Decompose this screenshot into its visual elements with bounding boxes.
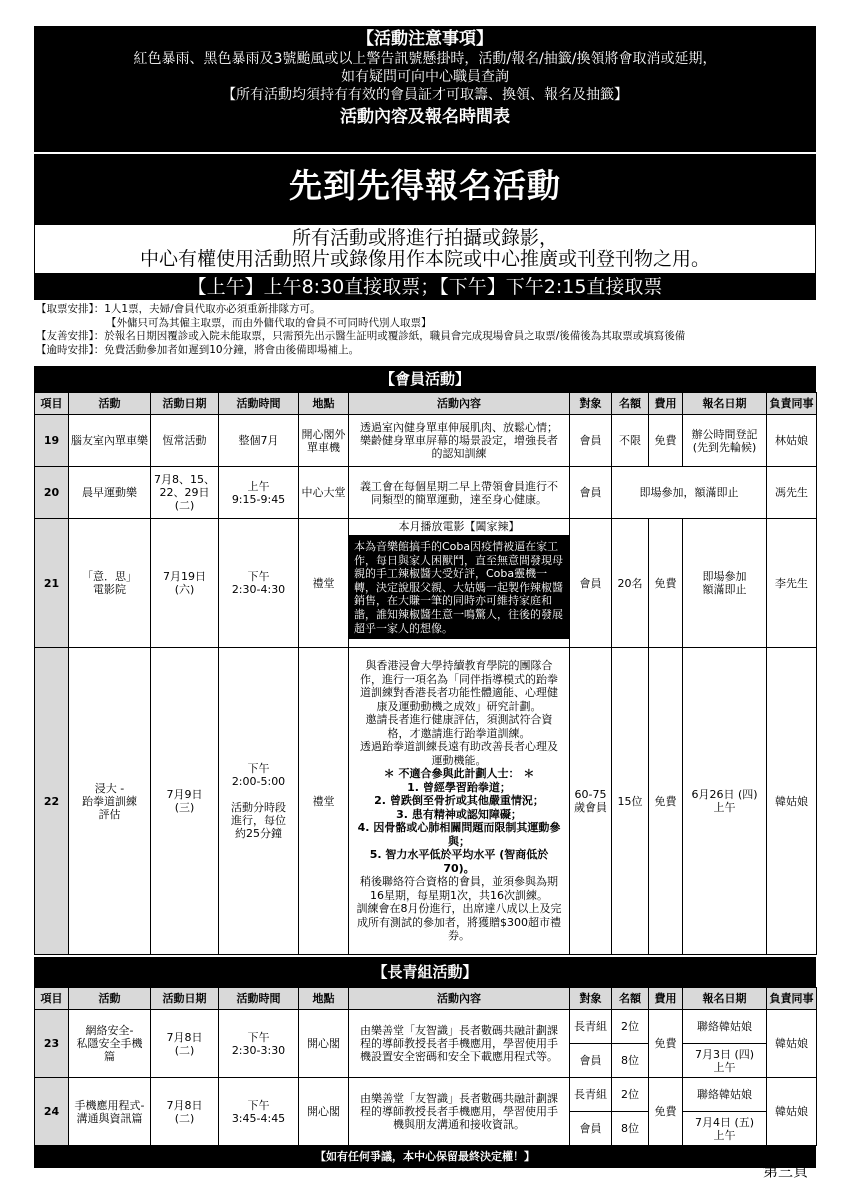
activity-date	[151, 1078, 219, 1146]
activity-reg-date	[683, 415, 767, 467]
activity-fee: 免費	[649, 519, 683, 648]
activity-content: 由樂善堂「友智識」長者數碼共融計劃課程的導師教授長者手機應用，學習使用手機與朋友溝通和接收資訊。	[349, 1078, 570, 1146]
col-quota: 名額	[612, 393, 649, 415]
col-activity: 活動	[69, 988, 151, 1010]
notice-line-1: 紅色暴雨、黑色暴雨及3號颱風或以上警告訊號懸掛時，活動/報名/抽籤/換領將會取消或延期，	[133, 51, 717, 67]
activity-content: 義工會在每個星期二早上帶領會員進行不同類型的簡單運動，達至身心健康。	[349, 467, 570, 519]
time-line: 進行，每位	[231, 814, 286, 827]
col-content: 活動內容	[349, 988, 570, 1010]
name-line: 評估	[98, 807, 121, 821]
section-elder: 【長青組活動】	[34, 957, 816, 987]
elder-activity-table	[34, 987, 817, 1146]
table-row	[35, 648, 817, 955]
table-row	[35, 415, 817, 467]
activity-date: 恆常活動	[151, 415, 219, 467]
date-line: 7月8日	[166, 1098, 203, 1112]
name-line: 電影院	[93, 583, 126, 596]
photo-notice-line-1: 所有活動或將進行拍攝或錄影，	[291, 227, 558, 249]
reg-line: 上午	[713, 1128, 736, 1142]
date-line: 7月19日	[163, 570, 206, 583]
activity-staff: 韓姑娘	[767, 648, 817, 955]
photo-notice-line-2: 中心有權使用活動照片或錄像用作本院或中心推廣或刊登刊物之用。	[139, 248, 710, 270]
activity-target: 長青組	[570, 1078, 612, 1112]
col-date: 活動日期	[151, 393, 219, 415]
member-activity-table	[34, 392, 817, 955]
time-line: 2:30-3:30	[231, 1043, 286, 1057]
col-reg-date: 報名日期	[683, 988, 767, 1010]
col-target: 對象	[570, 393, 612, 415]
col-place: 地點	[299, 393, 349, 415]
activity-staff: 馮先生	[767, 467, 817, 519]
notice-title: 【活動注意事項】	[357, 29, 493, 49]
date-line: (二)	[174, 1043, 195, 1057]
activity-target	[570, 648, 612, 955]
name-line: 手機應用程式-	[74, 1098, 145, 1112]
activity-time	[219, 519, 299, 648]
activity-content	[349, 648, 570, 955]
reg-line: 額滿即止	[702, 583, 747, 596]
date-line: 7月8日	[166, 1030, 203, 1044]
activity-content: 由樂善堂「友智識」長者數碼共融計劃課程的導師教授長者手機應用，學習使用手機設置安全密碼和安全下載應用程式等。	[349, 1010, 570, 1078]
col-staff: 負責同事	[767, 393, 817, 415]
reg-line: 上午	[713, 1060, 736, 1074]
activity-time	[219, 467, 299, 519]
exclusion-item: 5. 智力水平低於平均水平 (智商低於70)。	[369, 848, 549, 875]
activity-name: 腦友室內單車樂	[69, 415, 151, 467]
member-header-row	[35, 393, 817, 415]
activity-target: 會員	[570, 1044, 612, 1078]
name-line: 篇	[104, 1050, 115, 1063]
activity-fee: 免費	[649, 648, 683, 955]
reg-line: 上午	[713, 801, 736, 814]
name-line: 網絡安全-	[85, 1024, 134, 1037]
time-line: 下午	[247, 1030, 270, 1044]
col-fee: 費用	[649, 988, 683, 1010]
activity-quota: 不限	[612, 415, 649, 467]
elder-header-row	[35, 988, 817, 1010]
time-line: 下午	[247, 570, 270, 583]
target-line: 歲會員	[574, 801, 607, 814]
table-row	[35, 467, 817, 519]
activity-fee: 免費	[649, 1078, 683, 1146]
big-title: 先到先得報名活動	[34, 152, 816, 224]
activity-quota: 2位	[612, 1010, 649, 1044]
col-target: 對象	[570, 988, 612, 1010]
row-no: 24	[35, 1078, 69, 1146]
activity-fee: 免費	[649, 1010, 683, 1078]
activity-target: 會員	[570, 519, 612, 648]
note-late: 【逾時安排】：免費活動參加者如遲到10分鐘，將會由後備即場補上。	[36, 343, 360, 356]
col-time: 活動時間	[219, 988, 299, 1010]
reg-line: 7月4日 (五)	[694, 1115, 755, 1129]
reg-line: (先到先輪候)	[692, 440, 757, 454]
time-line: 2:30-4:30	[231, 583, 286, 596]
activity-quota: 8位	[612, 1112, 649, 1146]
activity-target: 會員	[570, 415, 612, 467]
activity-date	[151, 1010, 219, 1078]
row-no: 23	[35, 1010, 69, 1078]
target-line: 60-75	[574, 788, 607, 801]
notice-line-3: 【所有活動均須持有有效的會員証才可取籌、換領、報名及抽籤】	[222, 87, 628, 103]
col-reg-date: 報名日期	[683, 393, 767, 415]
activity-reg-date	[683, 648, 767, 955]
activity-quota: 2位	[612, 1078, 649, 1112]
activity-quota: 8位	[612, 1044, 649, 1078]
activity-place: 禮堂	[299, 519, 349, 648]
time-line: 活動分時段	[231, 801, 286, 814]
date-line: (二)	[174, 1111, 195, 1125]
page-number: 第三頁	[762, 1162, 808, 1180]
movie-cell	[349, 519, 570, 648]
col-no: 項目	[35, 988, 69, 1010]
note-helper: 【外傭只可為其僱主取票，而由外傭代取的會員不可同時代別人取票】	[106, 316, 432, 329]
table-row	[35, 519, 817, 648]
activity-reg-date: 聯絡韓姑娘	[683, 1078, 767, 1112]
activity-name: 晨早運動樂	[69, 467, 151, 519]
movie-title: 本月播放電影【闔家辣】	[349, 519, 569, 536]
name-line: 「意．思」	[82, 570, 137, 583]
note-ticket: 【取票安排】：1人1票，夫婦/會員代取亦必須重新排隊方可。	[36, 303, 321, 315]
row-no: 21	[35, 519, 69, 648]
table-row	[35, 1010, 817, 1044]
col-place: 地點	[299, 988, 349, 1010]
time-line: 下午	[247, 762, 270, 775]
schedule-title: 活動內容及報名時間表	[340, 107, 510, 127]
activity-place: 開心閣	[299, 1078, 349, 1146]
col-activity: 活動	[69, 393, 151, 415]
activity-time: 整個7月	[219, 415, 299, 467]
col-content: 活動內容	[349, 393, 570, 415]
activity-content: 透過室內健身單車伸展肌肉、放鬆心情；樂齡健身單車屏幕的場景設定，增強長者的認知訓練	[349, 415, 570, 467]
activity-staff: 林姑娘	[767, 415, 817, 467]
activity-target: 長青組	[570, 1010, 612, 1044]
exclusion-item: 2. 曾跌倒至骨折或其他嚴重情況；	[374, 794, 544, 808]
content-paragraph: 透過跆拳道訓練長遠有助改善長者心理及運動機能。	[360, 740, 558, 767]
row-no: 22	[35, 648, 69, 955]
time-line: 9:15-9:45	[231, 492, 286, 506]
reg-line: 6月26日 (四)	[691, 788, 758, 801]
time-line: 3:45-4:45	[231, 1111, 286, 1125]
movie-synopsis: 本為音樂館搞手的Coba因疫情被逼在家工作，每日與家人困獸鬥，直至無意間發現母親的手工辣椒醬大受好評，Coba靈機一轉，決定說服父親、大姑媽一起製作辣椒醬銷售，在大賺一筆的同時亦可維持家庭和諧，誰知辣椒醬生意一鳴驚人，往後的發展超乎一家人的想像。	[349, 536, 569, 639]
date-line: (二)	[174, 499, 195, 512]
photo-notice	[34, 224, 816, 274]
col-time: 活動時間	[219, 393, 299, 415]
date-line: 7月8、15、	[154, 473, 215, 486]
ticket-time-bar: 【上午】上午8:30直接取票；【下午】下午2:15直接取票	[34, 274, 816, 300]
reg-line: 即場參加	[702, 570, 747, 583]
activity-reg-date	[683, 1044, 767, 1078]
activity-time	[219, 648, 299, 955]
name-line: 溝通與資訊篇	[76, 1111, 143, 1125]
activity-staff: 韓姑娘	[767, 1010, 817, 1078]
content-paragraph: 稍後聯絡符合資格的會員，並須參與為期16星期，每星期1次，共16次訓練。	[360, 875, 558, 902]
section-member: 【會員活動】	[34, 366, 816, 392]
activity-reg-date	[683, 1112, 767, 1146]
table-row	[35, 1078, 817, 1112]
date-line: 7月9日	[166, 788, 203, 801]
note-friendly: 【友善安排】：於報名日期因覆診或入院未能取票，只需預先出示醫生証明或覆診紙，職員會完成現場會員之取票/後備後為其取票或填寫後備	[36, 330, 686, 343]
exclusion-item: 4. 因骨骼或心肺相關問題而限制其運動參與；	[357, 821, 561, 848]
flyer	[34, 26, 816, 1168]
content-paragraph: 與香港浸會大學持續教育學院的團隊合作，進行一項名為「同伴指導模式的跆拳道訓練對香港長者功能性體適能、心理健康及運動動機之成效」研究計劃。	[360, 659, 558, 713]
activity-staff: 韓姑娘	[767, 1078, 817, 1146]
arrangement-notes	[34, 300, 816, 366]
content-paragraph: 邀請長者進行健康評估，須測試符合資格，才邀請進行跆拳道訓練。	[365, 713, 553, 740]
col-fee: 費用	[649, 393, 683, 415]
activity-quota-reg: 即場參加，額滿即止	[612, 467, 767, 519]
col-date: 活動日期	[151, 988, 219, 1010]
activity-date	[151, 519, 219, 648]
activity-date	[151, 467, 219, 519]
activity-date	[151, 648, 219, 955]
name-line: 跆拳道訓練	[82, 794, 137, 808]
activity-place: 禮堂	[299, 648, 349, 955]
content-paragraph: 訓練會在8月份進行，出席達八成以上及完成所有測試的參加者，將獲贈$300超市禮券。	[356, 902, 562, 943]
activity-reg-date: 聯絡韓姑娘	[683, 1010, 767, 1044]
date-line: (三)	[174, 801, 195, 814]
reg-line: 7月3日 (四)	[694, 1047, 755, 1061]
exclusion-item: 1. 曾經學習跆拳道；	[407, 780, 511, 794]
activity-name	[69, 1078, 151, 1146]
notice-line-2: 如有疑問可向中心職員查詢	[341, 69, 509, 85]
activity-quota: 15位	[612, 648, 649, 955]
activity-place: 中心大堂	[299, 467, 349, 519]
notice-header	[34, 26, 816, 152]
activity-quota: 20名	[612, 519, 649, 648]
date-line: 22、29日	[159, 486, 210, 499]
activity-reg-date	[683, 519, 767, 648]
activity-time	[219, 1010, 299, 1078]
col-no: 項目	[35, 393, 69, 415]
row-no: 19	[35, 415, 69, 467]
dispute-footer: 【如有任何爭議，本中心保留最終決定權！】	[34, 1146, 816, 1168]
name-line: 浸大 -	[94, 781, 125, 795]
col-staff: 負責同事	[767, 988, 817, 1010]
col-quota: 名額	[612, 988, 649, 1010]
row-no: 20	[35, 467, 69, 519]
activity-name	[69, 648, 151, 955]
activity-fee: 免費	[649, 415, 683, 467]
activity-target: 會員	[570, 467, 612, 519]
activity-name	[69, 519, 151, 648]
reg-line: 辦公時間登記	[691, 427, 758, 441]
activity-name	[69, 1010, 151, 1078]
activity-time	[219, 1078, 299, 1146]
time-line: 上午	[247, 479, 270, 493]
activity-target: 會員	[570, 1112, 612, 1146]
time-line: 2:00-5:00	[231, 775, 286, 788]
activity-staff: 李先生	[767, 519, 817, 648]
exclusion-title: ＊ 不適合參與此計劃人士： ＊	[383, 767, 535, 781]
activity-place: 開心閣	[299, 1010, 349, 1078]
name-line: 私隱安全手機	[76, 1037, 143, 1050]
date-line: (六)	[174, 583, 195, 596]
exclusion-item: 3. 患有精神或認知障礙；	[396, 807, 522, 821]
time-line: 下午	[247, 1098, 270, 1112]
activity-place: 開心閣外單車機	[299, 415, 349, 467]
time-line: 約25分鐘	[235, 827, 282, 840]
